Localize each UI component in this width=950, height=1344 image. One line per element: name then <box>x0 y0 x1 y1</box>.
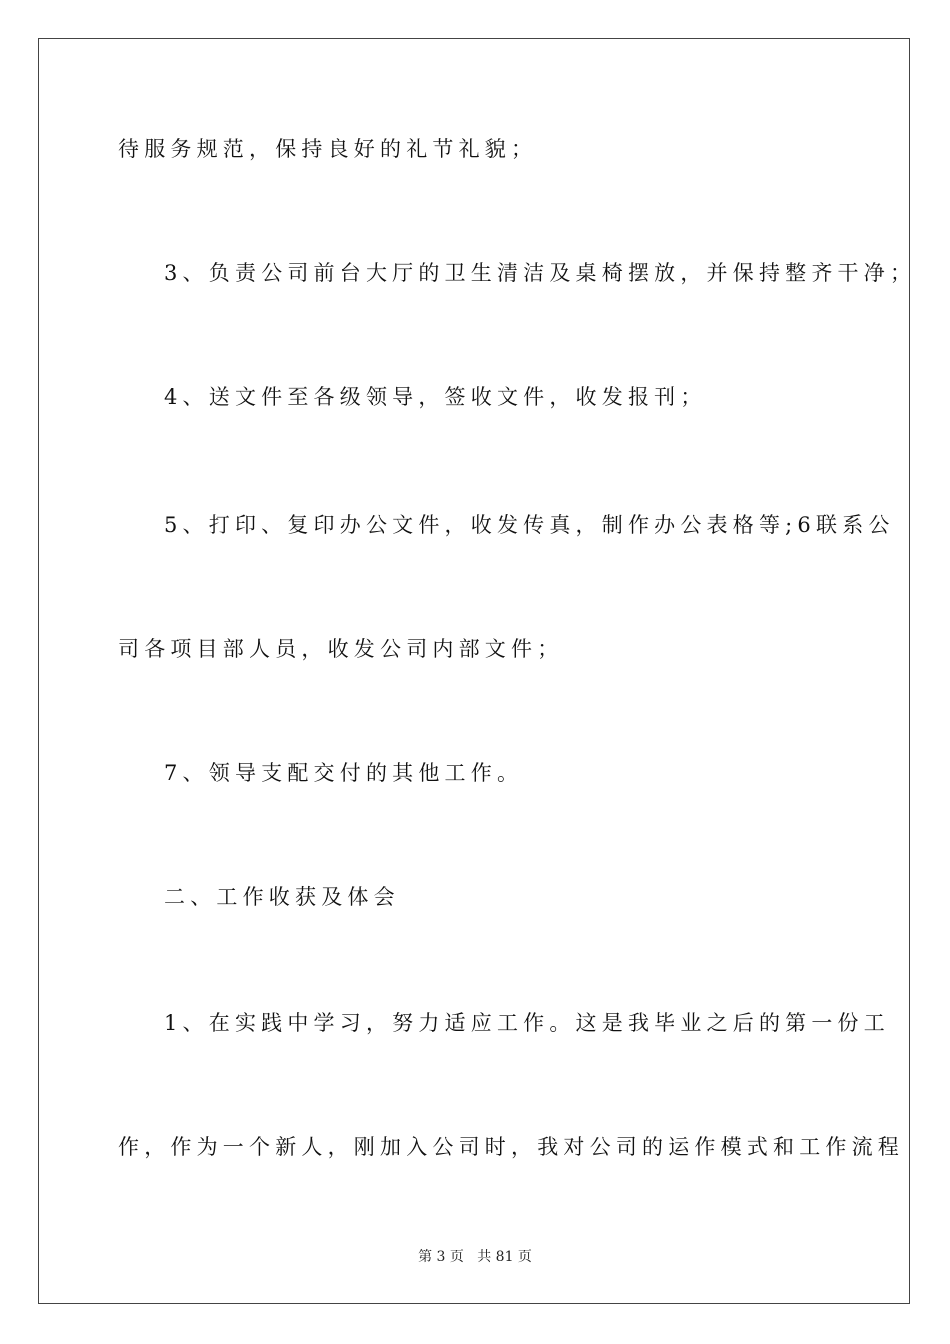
text-line: 5、打印、复印办公文件，收发传真，制作办公表格等;6联系公 <box>164 513 895 537</box>
section-heading: 二、工作收获及体会 <box>164 885 400 909</box>
text-line: 司各项目部人员，收发公司内部文件； <box>118 637 564 661</box>
text-line: 3、负责公司前台大厅的卫生清洁及桌椅摆放，并保持整齐干净； <box>164 261 917 285</box>
page-number-footer: 第 3 页 共 81 页 <box>418 1249 532 1265</box>
text-line: 待服务规范，保持良好的礼节礼貌； <box>118 137 538 161</box>
text-line: 7、领导支配交付的其他工作。 <box>164 761 524 785</box>
text-line: 1、在实践中学习，努力适应工作。这是我毕业之后的第一份工 <box>164 1011 890 1035</box>
page-border <box>38 38 917 1304</box>
text-line: 作，作为一个新人，刚加入公司时，我对公司的运作模式和工作流程 <box>118 1135 904 1159</box>
text-line: 4、送文件至各级领导，签收文件，收发报刊； <box>164 385 707 409</box>
